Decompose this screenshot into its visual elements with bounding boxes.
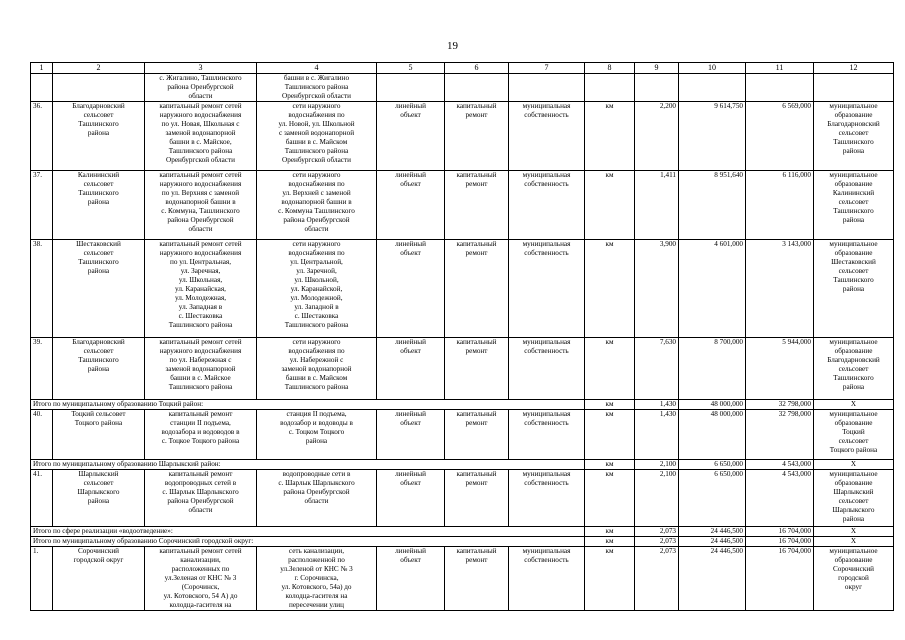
- cell-recipient: муниципальное образование Сорочинский городской округ: [829, 547, 878, 591]
- cell-owner: Шестаковский сельсовет Ташлинского района: [76, 240, 121, 275]
- subtotal-row: [31, 537, 894, 547]
- cell-kind: капитальный ремонт: [456, 338, 497, 355]
- col-header: 11: [746, 63, 814, 74]
- cell-qty: 1,430: [635, 410, 679, 460]
- cell-budget: 3 143,000: [746, 240, 814, 338]
- cell-unit: км: [585, 537, 635, 547]
- subtotal-label: Итого по сфере реализации «водоотведение»:: [31, 527, 585, 537]
- cell-type: линейный объект: [395, 102, 426, 119]
- cell-cost: 6 650,000: [679, 470, 746, 527]
- cell-work: капитальный ремонт сетей наружного водоснабжения по ул. Верхняя с заменой водонапорной башни в с. Коммуна, Ташлинского района Оренбургской области: [159, 171, 242, 233]
- cell-no: 36.: [31, 102, 53, 171]
- cell-recipient: X: [814, 460, 894, 470]
- page-number: 19: [447, 40, 458, 52]
- cell-cost: 24 446,500: [679, 527, 746, 537]
- cell-work: капитальный ремонт сетей наружного водоснабжения по ул. Центральная, ул. Заречная, ул. Школьная, ул. Каранайская, ул. Молодежная, ул. Западная в с. Шестаковка Ташлинского района: [159, 240, 242, 329]
- cell-unit: км: [585, 102, 635, 171]
- cell-recipient: X: [814, 400, 894, 410]
- table-row: [31, 240, 894, 338]
- cell-unit: км: [585, 460, 635, 470]
- cell-cost: 9 614,750: [679, 102, 746, 171]
- cell-kind: капитальный ремонт: [456, 171, 497, 188]
- cell-qty: 1,430: [635, 400, 679, 410]
- col-header: 4: [257, 63, 377, 74]
- cell-work: капитальный ремонт сетей наружного водоснабжения по ул. Новая, Школьная с заменой водонапорной башни в с. Майское, Ташлинского района Оренбургской области: [159, 102, 242, 164]
- cell-object: сеть канализации, расположенной по ул.Зеленой от КНС № 3 г. Сорочинска, ул. Котовского, 54а) до колодца-гасителя на пересечении улиц: [280, 547, 353, 609]
- col-header: 8: [585, 63, 635, 74]
- cell-qty: 2,073: [635, 547, 679, 611]
- subtotal-row: [31, 400, 894, 410]
- cell-unit: км: [585, 527, 635, 537]
- cell-kind: капитальный ремонт: [456, 102, 497, 119]
- cell-recipient: муниципальное образование Тоцкий сельсовет Тоцкого района: [829, 410, 878, 454]
- cell-unit: км: [585, 410, 635, 460]
- table-row: [31, 171, 894, 240]
- investment-table: [30, 62, 894, 611]
- cell-no: 40.: [31, 410, 53, 460]
- cell-work: капитальный ремонт сетей наружного водоснабжения по ул. Набережная с заменой водонапорной башни в с. Майское Ташлинского района: [159, 338, 242, 391]
- cell-recipient: X: [814, 527, 894, 537]
- cell-owner: Калининский сельсовет Ташлинского района: [77, 171, 120, 206]
- cell-object: сети наружного водоснабжения по ул. Центральной, ул. Заречной, ул. Школьной, ул. Каранайской, ул. Молодежной, ул. Западной в с. Шестаковка Ташлинского района: [284, 240, 349, 329]
- cell-object: башни в с. Жигалино Ташлинского района Оренбургской области: [282, 74, 351, 100]
- cell-kind: капитальный ремонт: [456, 547, 497, 564]
- cell-no: 1.: [31, 547, 53, 611]
- cell-kind: капитальный ремонт: [456, 240, 497, 257]
- cell-budget: 4 543,000: [746, 470, 814, 527]
- cell-budget: 6 116,000: [746, 171, 814, 240]
- cell-work: с. Жигалино, Ташлинского района Оренбургской области: [159, 74, 242, 100]
- cell-cost: 48 000,000: [679, 400, 746, 410]
- cell-unit: км: [585, 171, 635, 240]
- cell-type: линейный объект: [395, 240, 426, 257]
- cell-cost: 24 446,500: [679, 537, 746, 547]
- cell-cost: 24 446,500: [679, 547, 746, 611]
- col-header: 12: [814, 63, 894, 74]
- cell-qty: 2,073: [635, 527, 679, 537]
- cell-qty: 2,073: [635, 537, 679, 547]
- cell-unit: км: [585, 400, 635, 410]
- cell-budget: 6 569,000: [746, 102, 814, 171]
- cell-recipient: муниципальное образование Благодарновский сельсовет Ташлинского района: [827, 338, 880, 391]
- cell-object: сети наружного водоснабжения по ул. Новой, ул. Школьной с заменой водонапорной башни в с. Майском Ташлинского района Оренбургской области: [278, 102, 355, 164]
- col-header: 9: [635, 63, 679, 74]
- col-header: 7: [509, 63, 585, 74]
- cell-ownership: муниципальная собственность: [522, 240, 571, 257]
- table-row: [31, 470, 894, 527]
- cell-cost: 48 000,000: [679, 410, 746, 460]
- cell-budget: 32 798,000: [746, 410, 814, 460]
- cell-ownership: муниципальная собственность: [522, 410, 571, 427]
- cell-budget: 16 704,000: [746, 537, 814, 547]
- subtotal-row: [31, 460, 894, 470]
- cell-no: 38.: [31, 240, 53, 338]
- column-number-row: [31, 63, 894, 74]
- cell-qty: 3,900: [635, 240, 679, 338]
- table-row: [31, 547, 894, 611]
- cell-type: линейный объект: [395, 338, 426, 355]
- cell-qty: 2,200: [635, 102, 679, 171]
- cell-owner: Сорочинский городской округ: [73, 547, 124, 564]
- cell-qty: 2,100: [635, 470, 679, 527]
- table-row: [31, 338, 894, 400]
- cell-owner: Шарлыкский сельсовет Шарлыкского района: [77, 470, 120, 505]
- cell-recipient: муниципальное образование Благодарновский сельсовет Ташлинского района: [827, 102, 880, 155]
- cell-owner: Благодарновский сельсовет Ташлинского района: [72, 102, 125, 137]
- cell-no: 39.: [31, 338, 53, 400]
- cell-qty: 1,411: [635, 171, 679, 240]
- cell-budget: 32 798,000: [746, 400, 814, 410]
- col-header: 6: [445, 63, 509, 74]
- cell-cost: 6 650,000: [679, 460, 746, 470]
- cell-unit: км: [585, 338, 635, 400]
- cell-type: линейный объект: [395, 470, 426, 487]
- cell-owner: Благодарновский сельсовет Ташлинского района: [72, 338, 125, 373]
- cell-type: линейный объект: [395, 171, 426, 188]
- col-header: 2: [53, 63, 145, 74]
- col-header: 3: [145, 63, 257, 74]
- cell-unit: км: [585, 240, 635, 338]
- cell-cost: 4 601,000: [679, 240, 746, 338]
- col-header: 1: [31, 63, 53, 74]
- cell-budget: 5 944,000: [746, 338, 814, 400]
- cell-kind: капитальный ремонт: [456, 410, 497, 427]
- cell-work: капитальный ремонт сетей канализации, расположенных по ул.Зеленая от КНС № 3 (Сорочинск, ул. Котовского, 54 А) до колодца-гасителя на: [159, 547, 242, 609]
- cell-recipient: муниципальное образование Шарлыкский сельсовет Шарлыкского района: [829, 470, 878, 523]
- continuation-row: [31, 74, 894, 102]
- cell-unit: км: [585, 470, 635, 527]
- cell-object: сети наружного водоснабжения по ул. Верхней с заменой водонапорной башни в с. Коммуна Ташлинского района Оренбургской области: [278, 171, 355, 233]
- cell-cost: 8 700,000: [679, 338, 746, 400]
- cell-ownership: муниципальная собственность: [522, 102, 571, 119]
- cell-no: 41.: [31, 470, 53, 527]
- subtotal-label: Итого по муниципальному образованию Сорочинский городской округ:: [31, 537, 585, 547]
- cell-recipient: муниципальное образование Калининский сельсовет Ташлинского района: [829, 171, 878, 224]
- subtotal-row: [31, 527, 894, 537]
- cell-type: линейный объект: [395, 547, 426, 564]
- table-row: [31, 102, 894, 171]
- cell-budget: 4 543,000: [746, 460, 814, 470]
- cell-object: станция II подъема, водозабор и водоводы в с. Тоцком Тоцкого района: [280, 410, 353, 445]
- table-row: [31, 410, 894, 460]
- cell-object: водопроводные сети в с. Шарлык Шарлыкского района Оренбургской области: [278, 470, 355, 505]
- cell-ownership: муниципальная собственность: [522, 547, 571, 564]
- cell-work: капитальный ремонт станции II подъема, водозабора и водоводов в с. Тоцкое Тоцкого района: [161, 410, 240, 445]
- cell-ownership: муниципальная собственность: [522, 338, 571, 355]
- cell-qty: 2,100: [635, 460, 679, 470]
- cell-ownership: муниципальная собственность: [522, 171, 571, 188]
- cell-recipient: муниципальное образование Шестаковский сельсовет Ташлинского района: [829, 240, 878, 293]
- cell-type: линейный объект: [395, 410, 426, 427]
- cell-ownership: муниципальная собственность: [522, 470, 571, 487]
- cell-kind: капитальный ремонт: [456, 470, 497, 487]
- cell-no: 37.: [31, 171, 53, 240]
- cell-qty: 7,630: [635, 338, 679, 400]
- cell-owner: Тоцкий сельсовет Тоцкого района: [71, 410, 126, 427]
- col-header: 10: [679, 63, 746, 74]
- cell-unit: км: [585, 547, 635, 611]
- cell-cost: 8 951,640: [679, 171, 746, 240]
- subtotal-label: Итого по муниципальному образованию Тоцкий район:: [31, 400, 585, 410]
- col-header: 5: [377, 63, 445, 74]
- cell-budget: 16 704,000: [746, 527, 814, 537]
- cell-recipient: X: [814, 537, 894, 547]
- cell-object: сети наружного водоснабжения по ул. Набережной с заменой водонапорной башни в с. Майском Ташлинского района: [281, 338, 352, 391]
- cell-budget: 16 704,000: [746, 547, 814, 611]
- cell-work: капитальный ремонт водопроводных сетей в с. Шарлык Шарлыкского района Оренбургской области: [162, 470, 239, 514]
- subtotal-label: Итого по муниципальному образованию Шарлыкский район:: [31, 460, 585, 470]
